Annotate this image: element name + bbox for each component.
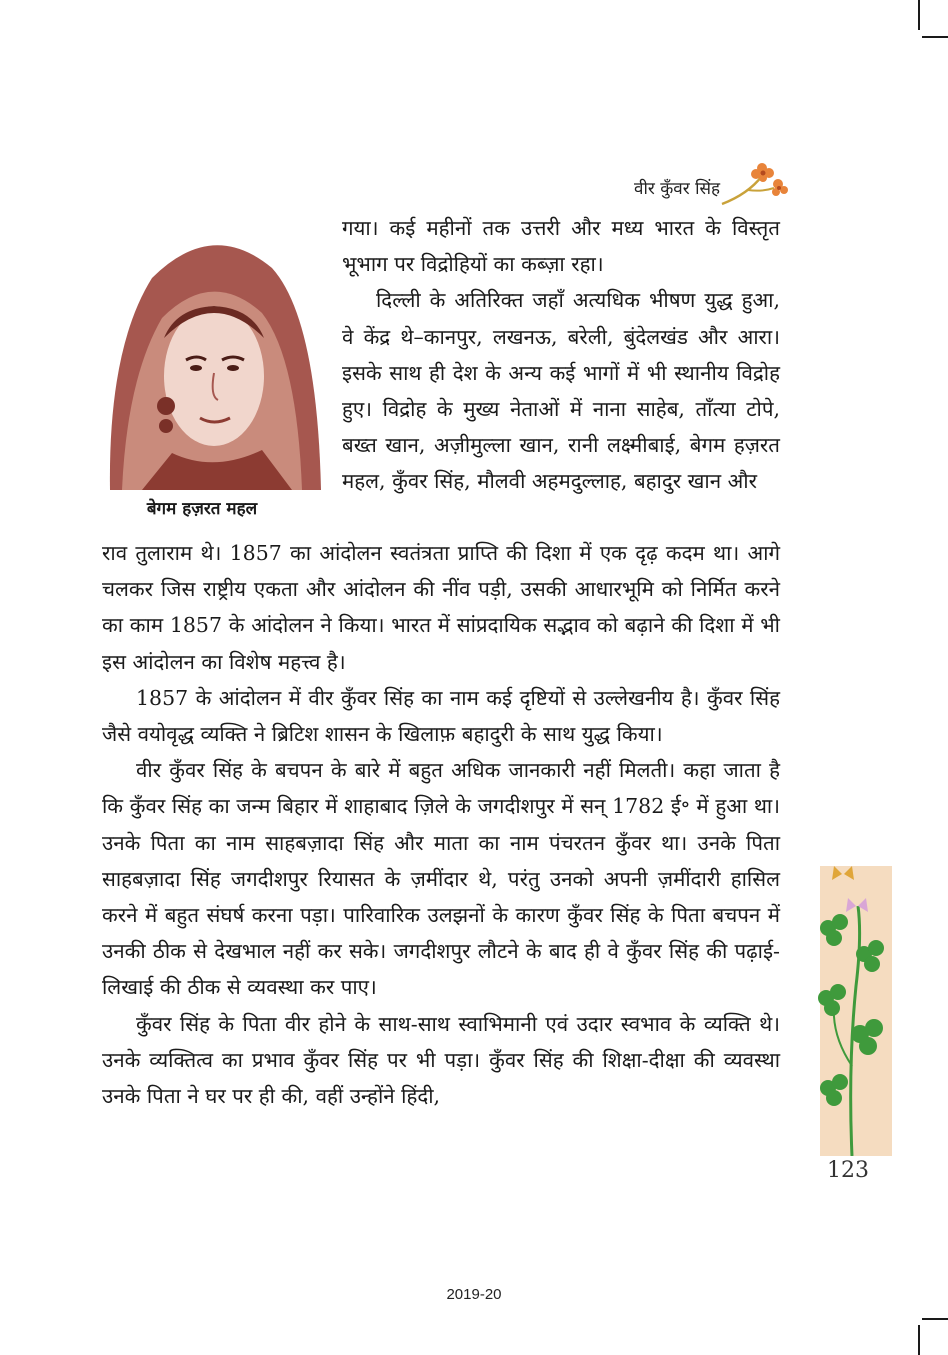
footer-year: 2019-20	[446, 1286, 502, 1303]
crop-mark-bottom-vertical	[918, 1325, 920, 1355]
page-number: 123	[827, 1158, 869, 1183]
crop-mark-bottom-horizontal	[922, 1318, 948, 1320]
running-header-title: वीर कुँवर सिंह	[634, 179, 720, 199]
paragraph-3: 1857 के आंदोलन में वीर कुँवर सिंह का नाम कई दृष्टियों से उल्लेखनीय है। कुँवर सिंह जैसे वयोवृद्ध व्यक्ति ने ब्रिटिश शासन के खिलाफ़ बहादुरी के साथ युद्ध किया।	[102, 685, 780, 747]
paragraph-2: दिल्ली के अतिरिक्त जहाँ अत्यधिक भीषण युद्ध हुआ, वे केंद्र थे–कानपुर, लखनऊ, बरेली, बुंदेलखंड और आरा। इसके साथ ही देश के अन्य कई भागों में भी स्थानीय विद्रोह हुए। विद्रोह के मुख्य नेताओं में नाना साहेब, ताँत्या टोपे, बख्त खान, अज़ीमुल्ला खान, रानी लक्ष्मीबाई, बेगम हज़रत महल, कुँवर सिंह, मौलवी अहमदुल्लाह, बहादुर खान और	[342, 288, 780, 494]
paragraph-4: वीर कुँवर सिंह के बचपन के बारे में बहुत अधिक जानकारी नहीं मिलती। कहा जाता है कि कुँवर सिंह का जन्म बिहार में शाहाबाद ज़िले के जगदीशपुर में सन् 1782 ई॰ में हुआ था। उनके पिता का नाम साहबज़ादा सिंह और माता का नाम पंचरतन कुँवर था। उनके पिता साहबज़ादा सिंह जगदीशपुर रियासत के ज़मींदार थे, परंतु उनको अपनी ज़मींदारी हासिल करने में बहुत संघर्ष करना पड़ा। पारिवारिक उलझनों के कारण कुँवर सिंह के पिता बचपन में उनकी ठीक से देखभाल नहीं कर सके। जगदीशपुर लौटने के बाद ही वे कुँवर सिंह की पढ़ाई-लिखाई की ठीक से व्यवस्था कर पाए।	[102, 758, 781, 1000]
column-text	[342, 210, 780, 500]
paragraph-5: कुँवर सिंह के पिता वीर होने के साथ-साथ स्वाभिमानी एवं उदार स्वभाव के व्यक्ति थे। उनके व्यक्तित्व का प्रभाव कुँवर सिंह पर भी पड़ा। कुँवर सिंह की शिक्षा-दीक्षा की व्यवस्था उनके पिता ने घर पर ही की, वहीं उन्होंने हिंदी,	[102, 1011, 780, 1109]
paragraph-1: गया। कई महीनों तक उत्तरी और मध्य भारत के विस्तृत भूभाग पर विद्रोहियों का कब्ज़ा रहा।	[342, 216, 780, 277]
paragraph-2-continued: राव तुलाराम थे। 1857 का आंदोलन स्वतंत्रता प्राप्ति की दिशा में एक दृढ़ कदम था। आगे चलकर जिस राष्ट्रीय एकता और आंदोलन की नींव पड़ी, उसकी आधारभूमि को निर्मित करने का काम 1857 के आंदोलन ने किया। भारत में सांप्रदायिक सद्भाव को बढ़ाने की दिशा में भी इस आंदोलन का विशेष महत्त्व है।	[102, 541, 780, 674]
crop-mark-top-horizontal	[922, 36, 948, 38]
body-text	[102, 535, 780, 1114]
flower-icon	[718, 160, 788, 208]
crop-mark-top-vertical	[918, 0, 920, 30]
clover-plant-icon	[812, 866, 892, 1156]
portrait-begum-hazrat-mahal	[102, 228, 321, 490]
figure-caption: बेगम हज़रत महल	[146, 499, 258, 519]
